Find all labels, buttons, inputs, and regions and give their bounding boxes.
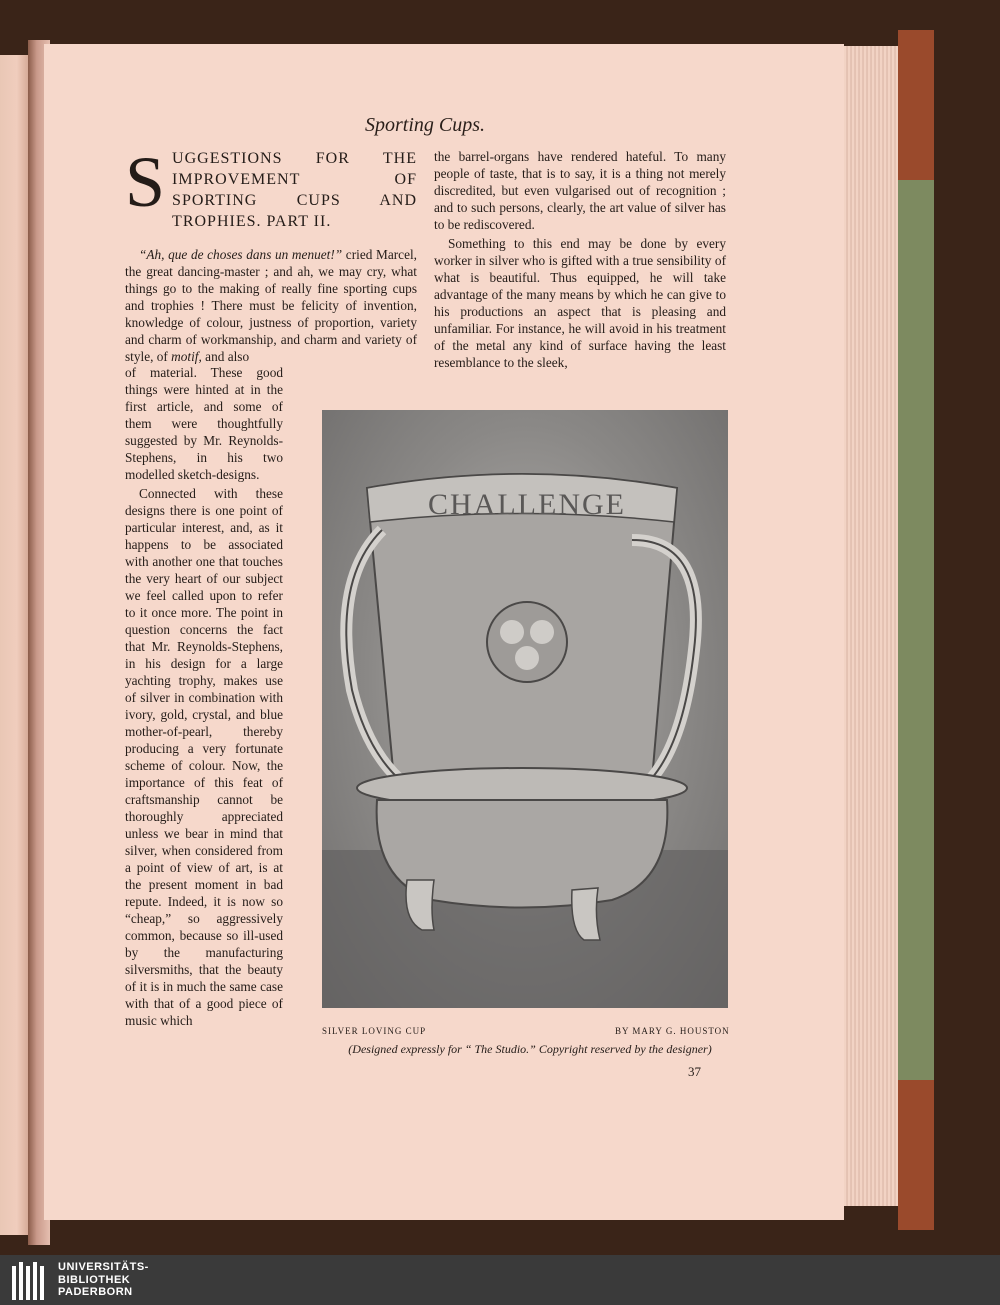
library-logo-icon [10,1260,48,1300]
page-edges [836,46,900,1206]
book-cover-cloth [898,30,934,1230]
engraved-text: CHALLENGE [428,488,626,521]
book-corner-bottom [898,1080,934,1230]
loving-cup-photograph [322,410,728,1008]
page-number: 37 [688,1064,701,1079]
library-name [58,1261,149,1299]
article-title [125,142,417,232]
drop-cap: S [125,142,167,222]
running-head: Sporting Cups. [364,114,486,136]
library-name-line-3: PADERBORN [58,1286,133,1298]
paragraph-1a: cried Marcel, the great dancing-master ; and ah, we may cry, what things go to the making of really fine sporting cups and trophies ! There must be felicity of invention, knowledge of colour, justness of proportion, variety and charm of workmanship, and charm and variety of style, of [125,247,417,364]
narrow-paragraph-1: of material. These good things were hinted at in the first article, and some of them were thoughtfully suggested by Mr. Reynolds-Stephens, in his two modelled sketch-designs. [125,365,283,482]
caption-note: (Designed expressly for “ The Studio.” Copyright reserved by the designer) [348,1042,712,1056]
library-name-line-2: BIBLIOTHEK [58,1273,131,1286]
left-page-edge [0,55,28,1235]
caption-designer: BY MARY G. HOUSTON [615,1026,730,1036]
left-column-top [125,246,417,365]
right-paragraph-2: Something to this end may be done by every worker in silver who is gifted with a true sensibility of what is beautiful. Thus equipped, he will take advantage of the many means by which he can give to his productions an aspect that is pleasing and unfamiliar. For instance, he will avoid in his treatment of the metal any kind of surface having the least resemblance to the sleek, [434,236,726,370]
book-corner-top [898,30,934,180]
loving-cup-illustration [322,410,728,1008]
title-text: UGGESTIONS FOR THE IMPROVEMENT OF SPORTING CUPS AND TROPHIES. PART II. [172,150,417,230]
opening-quote: “Ah, que de choses dans un menuet!” [139,247,343,262]
narrow-paragraph-2: Connected with these designs there is one point of particular interest, and, as it happens to be associated with another one that touches the very heart of our subject we feel called upon to refer to it once more. The point in question concerns the fact that Mr. Reynolds-Stephens, in his design for a large yachting trophy, makes use of silver in combination with ivory, gold, crystal, and blue mother-of-pearl, thereby producing a very fortunate scheme of colour. Now, the importance of this feat of craftsmanship cannot be thoroughly appreciated unless we bear in mind that silver, when considered from a point of view of art, is at the present moment in bad repute. Indeed, it is now so “cheap,” so aggressively common, because so ill-used by the manufacturing silversmiths, that the beauty of it is in much the same case with that of a good piece of music which [125,486,283,1028]
paragraph-1b: and also [201,349,250,364]
right-column [434,148,726,371]
left-column-narrow [125,364,283,1029]
right-paragraph-1: the barrel-organs have rendered hateful. To many people of taste, that is to say, it is a thing not merely discredited, but even vulgarised out of recognition ; and to such persons, clearly, the art value of silver has to be rediscovered. [434,149,726,232]
library-footer [0,1255,1000,1305]
motif-word: motif, [171,349,202,364]
library-name-line-1: UNIVERSITÄTS- [58,1261,149,1273]
caption-title: SILVER LOVING CUP [322,1026,427,1036]
